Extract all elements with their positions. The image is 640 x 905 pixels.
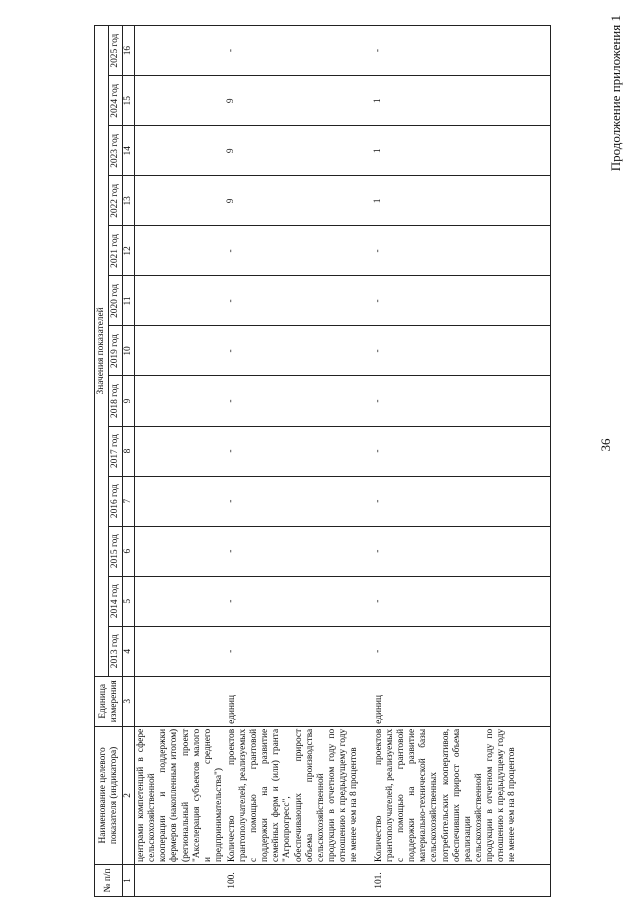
indicator-value: - (226, 276, 373, 326)
indicators-table (94, 25, 551, 897)
table-row (373, 26, 551, 897)
indicator-value: - (226, 626, 373, 676)
indicator-value (135, 576, 226, 626)
header-year: 2013 год (109, 626, 123, 676)
indicator-value: - (226, 576, 373, 626)
indicator-value (135, 226, 226, 276)
indicator-value (135, 376, 226, 426)
indicator-value: 1 (373, 176, 551, 226)
indicator-value (135, 426, 226, 476)
table-row (135, 26, 226, 897)
indicator-value: - (226, 226, 373, 276)
indicator-value (135, 76, 226, 126)
continuation-note: Продолжение приложения 1 (608, 15, 623, 172)
header-row-col-numbers (123, 26, 135, 897)
column-number: 16 (123, 26, 135, 76)
row-number: 100. (226, 864, 373, 896)
row-number: 101. (373, 864, 551, 896)
indicator-value: - (373, 476, 551, 526)
header-values-group: Значения показателей (95, 26, 109, 677)
column-number: 5 (123, 576, 135, 626)
header-year: 2019 год (109, 326, 123, 376)
indicator-value: 1 (373, 126, 551, 176)
column-number: 4 (123, 626, 135, 676)
header-year: 2025 год (109, 26, 123, 76)
column-number: 10 (123, 326, 135, 376)
header-name: Наименование целевого показателя (индикатора) (95, 726, 123, 864)
indicator-value (135, 476, 226, 526)
indicator-value: - (373, 326, 551, 376)
header-year: 2016 год (109, 476, 123, 526)
column-number: 13 (123, 176, 135, 226)
indicator-value: - (373, 526, 551, 576)
header-unit: Единица измерения (95, 676, 123, 726)
indicator-value: - (226, 376, 373, 426)
indicator-value: 9 (226, 76, 373, 126)
indicator-value: - (373, 576, 551, 626)
indicator-value (135, 326, 226, 376)
indicator-name: Количество проектов грантополучателей, реализуемых с помощью грантовой поддержки на развитие семейных ферм и (или) гранта "Агропрогресс", обеспечивающих прирост объема производства сельскохозяйственной продукции в отчетном году по отношению к предыдущему году не менее чем на 8 процентов (226, 726, 373, 864)
unit-of-measure: единиц (226, 676, 373, 726)
header-year: 2018 год (109, 376, 123, 426)
indicator-value (135, 26, 226, 76)
indicator-value: 9 (226, 126, 373, 176)
header-year: 2024 год (109, 76, 123, 126)
indicator-value: 1 (373, 76, 551, 126)
unit-of-measure: единиц (373, 676, 551, 726)
header-year: 2020 год (109, 276, 123, 326)
column-number: 3 (123, 676, 135, 726)
indicator-value: - (373, 626, 551, 676)
header-row-1 (95, 26, 109, 897)
indicator-value (135, 126, 226, 176)
indicator-value (135, 176, 226, 226)
row-number (135, 864, 226, 896)
indicator-name: Количество проектов грантополучателей, реализуемых с помощью грантовой поддержки на развитие материально-технической базы сельскохозяйственных потребительских кооперативов, обеспечивших прирост объема реализации сельскохозяйственной продукции в отчетном году по отношению к предыдущему году не менее чем на 8 процентов (373, 726, 551, 864)
header-year: 2014 год (109, 576, 123, 626)
column-number: 7 (123, 476, 135, 526)
header-year: 2021 год (109, 226, 123, 276)
indicator-value: - (226, 26, 373, 76)
indicator-value: - (226, 326, 373, 376)
indicator-value: - (373, 226, 551, 276)
column-number: 15 (123, 76, 135, 126)
column-number: 2 (123, 726, 135, 864)
indicator-value: - (226, 426, 373, 476)
indicator-value (135, 276, 226, 326)
page-number: 36 (598, 438, 613, 452)
column-number: 14 (123, 126, 135, 176)
column-number: 11 (123, 276, 135, 326)
indicator-value: - (373, 26, 551, 76)
column-number: 8 (123, 426, 135, 476)
header-year: 2022 год (109, 176, 123, 226)
indicator-value: - (373, 276, 551, 326)
table-row (226, 26, 373, 897)
indicator-value: - (373, 426, 551, 476)
header-year: 2015 год (109, 526, 123, 576)
unit-of-measure (135, 676, 226, 726)
column-number: 6 (123, 526, 135, 576)
indicator-value (135, 626, 226, 676)
indicator-value: - (226, 526, 373, 576)
indicator-value: 9 (226, 176, 373, 226)
column-number: 12 (123, 226, 135, 276)
indicator-value: - (373, 376, 551, 426)
indicator-value (135, 526, 226, 576)
column-number: 9 (123, 376, 135, 426)
indicator-name: центрами компетенций в сфере сельскохозяйственной кооперации и поддержки фермеров (накопленным итогом) (региональный проект "Акселерация субъектов малого и среднего предпринимательства") (135, 726, 226, 864)
indicator-value: - (226, 476, 373, 526)
column-number: 1 (123, 864, 135, 896)
header-year: 2017 год (109, 426, 123, 476)
header-year: 2023 год (109, 126, 123, 176)
header-num: № п/п (95, 864, 123, 896)
